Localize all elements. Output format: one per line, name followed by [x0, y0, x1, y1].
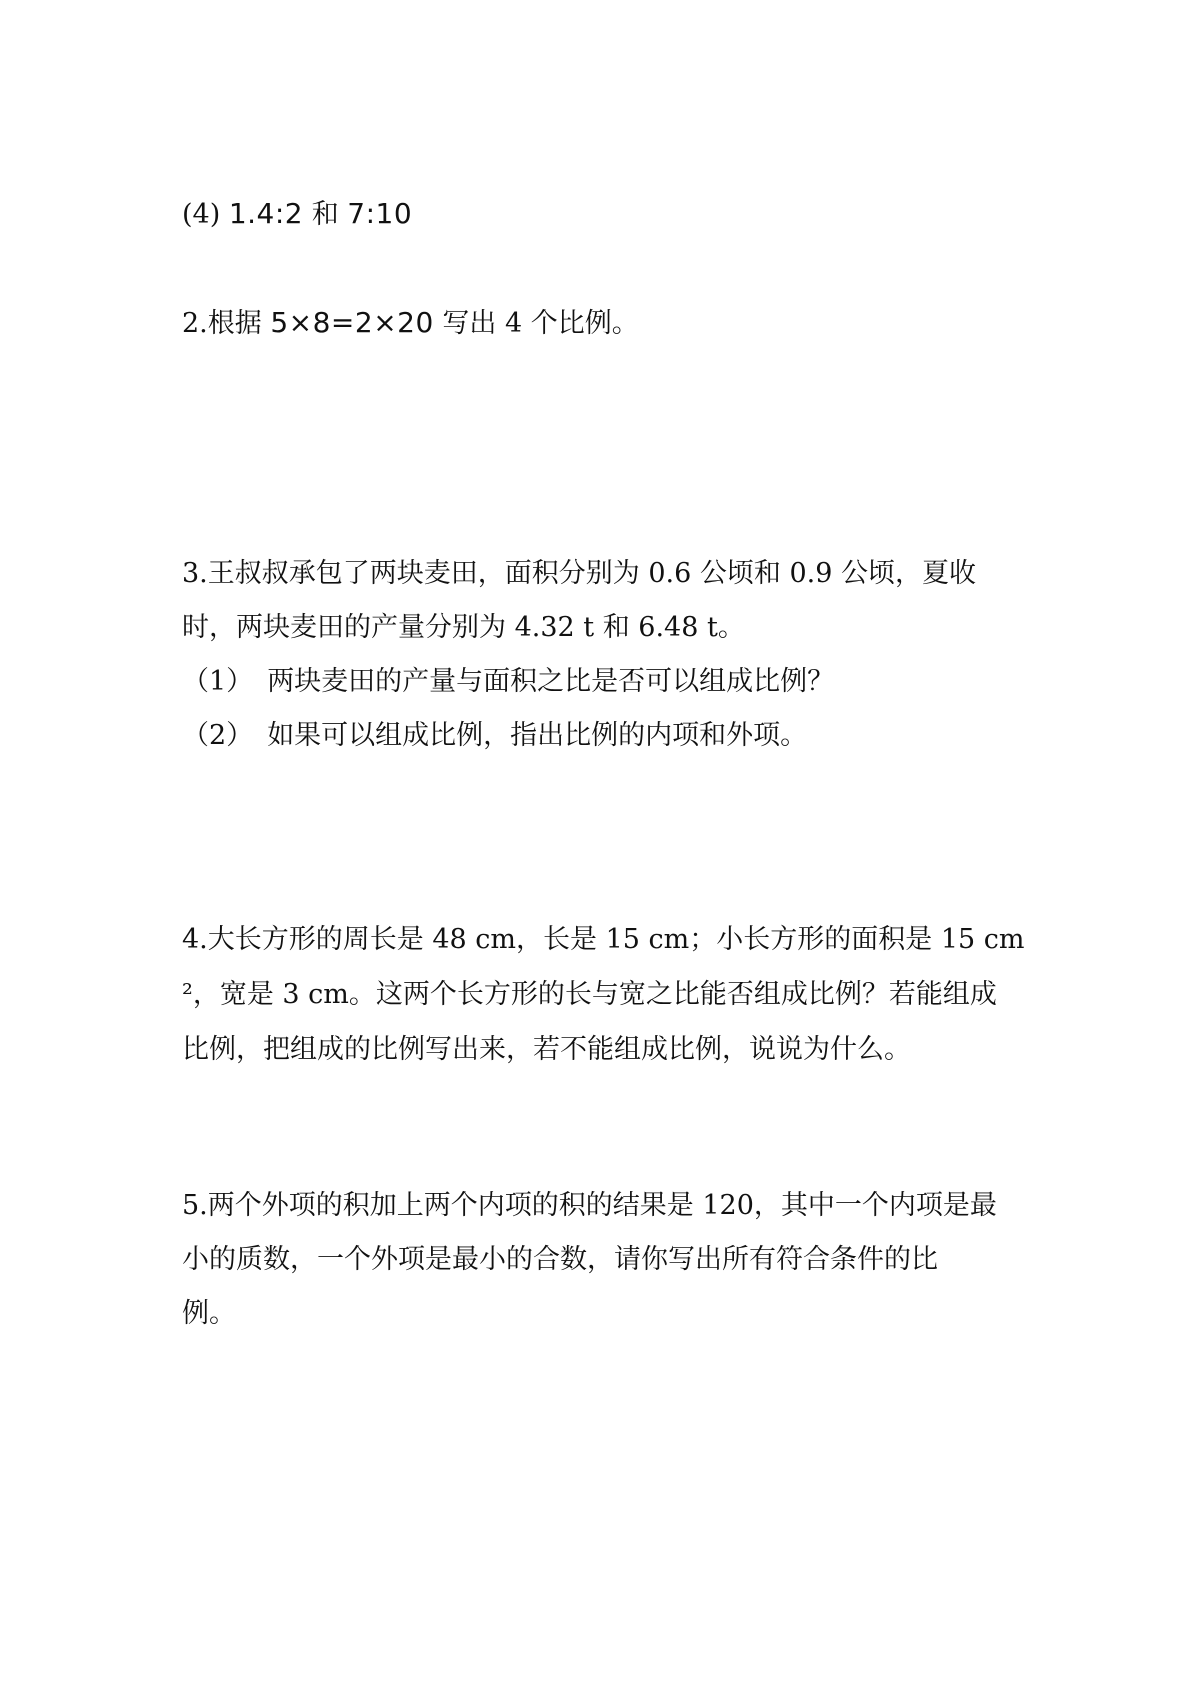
- question-3-sub-2: [182, 716, 1042, 756]
- ratio-b: 7:10: [347, 197, 413, 230]
- question-1-part-4: [182, 194, 1042, 235]
- question-2-prefix: 2.根据: [182, 308, 271, 339]
- question-3-sub-1-text: 两块麦田的产量与面积之比是否可以组成比例？: [267, 666, 835, 697]
- question-3-sub-1-label: （1）: [182, 666, 254, 697]
- question-2-equation: 5×8=2×20: [270, 306, 434, 339]
- question-3-sub-2-text: 如果可以组成比例，指出比例的内项和外项。: [267, 720, 808, 751]
- question-4-line-2: ²，宽是 3 cm。这两个长方形的长与宽之比能否组成比例？若能组成: [182, 979, 997, 1010]
- question-3-sub-1: [182, 662, 1042, 702]
- question-3-line-1: 3.王叔叔承包了两块麦田，面积分别为 0.6 公顷和 0.9 公顷，夏收: [182, 558, 976, 589]
- ratio-join: 和: [303, 199, 348, 230]
- question-1-part-4-label: (4): [182, 199, 229, 230]
- question-4-line-1: 4.大长方形的周长是 48 cm，长是 15 cm；小长方形的面积是 15 cm: [182, 924, 1025, 955]
- question-5-line-3: 例。: [182, 1298, 236, 1329]
- question-5-line-2: 小的质数，一个外项是最小的合数，请你写出所有符合条件的比: [182, 1244, 938, 1275]
- question-4-line-3: 比例，把组成的比例写出来，若不能组成比例，说说为什么。: [182, 1034, 911, 1065]
- question-3-sub-2-label: （2）: [182, 720, 254, 751]
- ratio-a: 1.4:2: [228, 197, 304, 230]
- question-5-line-1: 5.两个外项的积加上两个内项的积的结果是 120，其中一个内项是最: [182, 1190, 997, 1221]
- question-3-line-2: 时，两块麦田的产量分别为 4.32 t 和 6.48 t。: [182, 612, 745, 643]
- question-2: [182, 303, 1042, 344]
- question-2-suffix: 写出 4 个比例。: [433, 308, 639, 339]
